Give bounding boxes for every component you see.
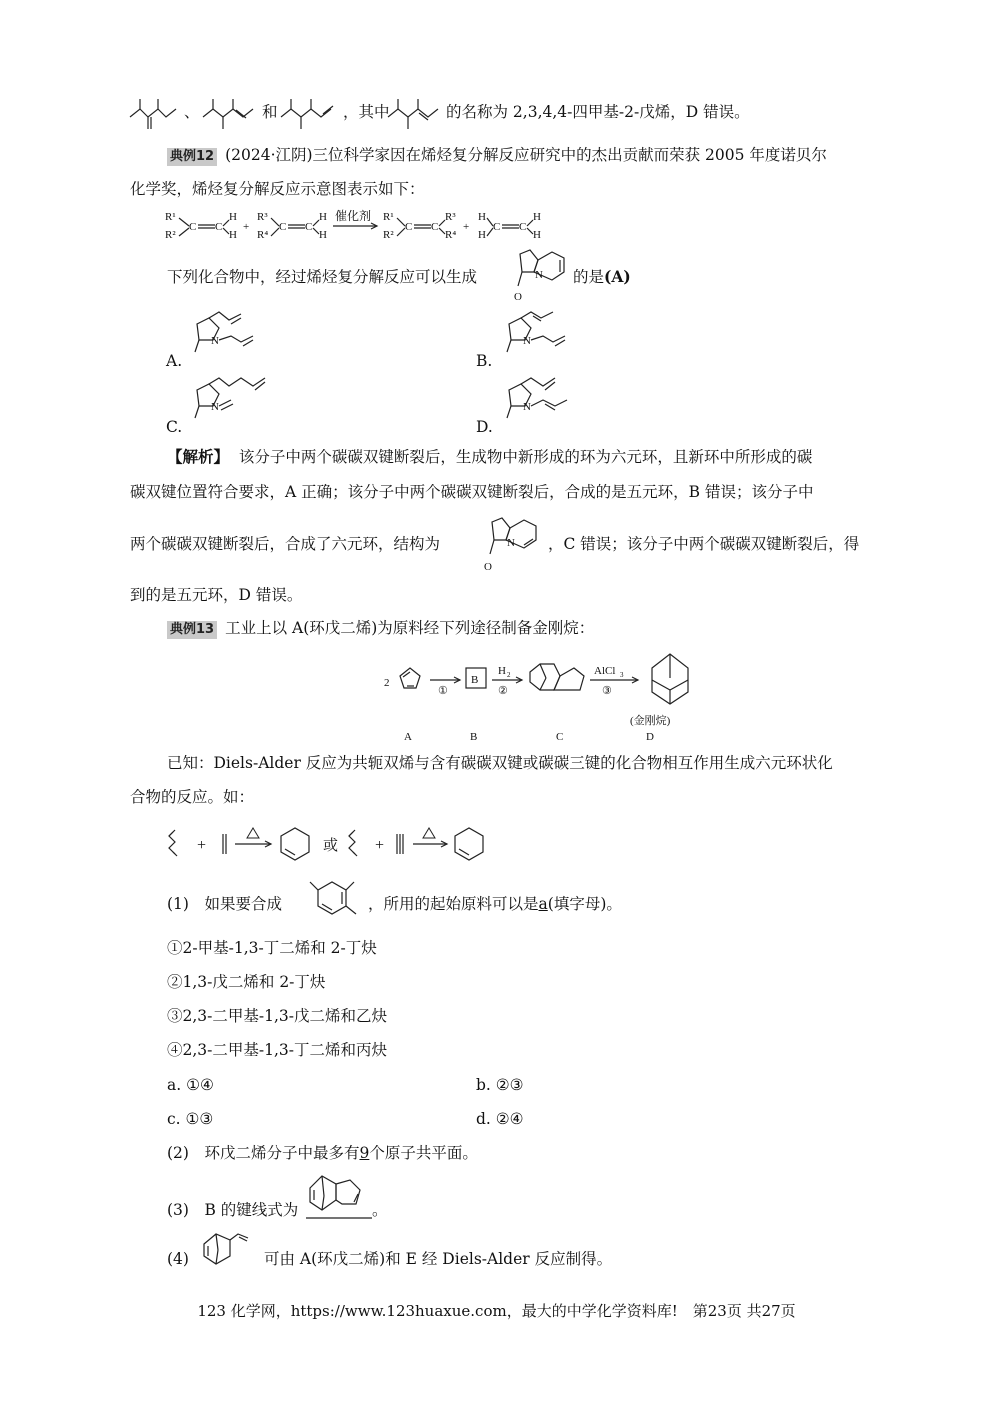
svg-text:N: N <box>535 269 543 281</box>
example-12-line2: 化学奖，烯烃复分解反应示意图表示如下： <box>130 180 425 198</box>
svg-text:N: N <box>507 537 515 549</box>
svg-text:N: N <box>523 335 531 347</box>
svg-text:D: D <box>646 731 654 743</box>
structure-vinylnorbornene <box>200 1230 264 1270</box>
svg-text:B: B <box>470 731 478 743</box>
target-trimethylcyclohexadiene <box>298 876 368 924</box>
svg-text:H: H <box>319 211 327 223</box>
svg-text:C: C <box>305 221 313 233</box>
question-2: (2) 环戊二烯分子中最多有9个原子共平面。 <box>167 1144 478 1162</box>
structure-b-dicyclopentadiene <box>306 1170 378 1220</box>
svg-text:H: H <box>229 229 237 241</box>
option-c[interactable]: C. <box>166 418 183 436</box>
svg-text:C: C <box>556 731 564 743</box>
svg-text:N: N <box>211 401 219 413</box>
svg-text:2: 2 <box>384 677 390 689</box>
answer-2: 9 <box>359 1144 370 1162</box>
svg-text:H: H <box>319 229 327 241</box>
separator: 、 <box>184 103 200 121</box>
example-13-tag: 典例13 <box>167 621 217 639</box>
answer-1: a <box>538 895 548 913</box>
svg-text:R⁴: R⁴ <box>445 229 457 241</box>
analysis-line3b: ，C 错误；该分子中两个碳碳双键断裂后，得 <box>548 535 860 553</box>
adamantane-route <box>380 648 700 748</box>
svg-text:③: ③ <box>602 685 612 697</box>
svg-text:H: H <box>533 229 541 241</box>
question-12-post: 的是(A) <box>573 267 631 286</box>
svg-text:C: C <box>519 221 527 233</box>
diels-alder-example <box>165 822 505 868</box>
svg-text:O: O <box>514 291 522 303</box>
question-4-pre: (4) <box>167 1250 189 1268</box>
svg-text:H: H <box>533 211 541 223</box>
analysis-label: 【解析】 <box>167 447 230 466</box>
option-c-structure <box>185 374 285 434</box>
svg-text:C: C <box>279 221 287 233</box>
svg-text:R¹: R¹ <box>165 211 176 223</box>
option-b-structure <box>497 308 587 368</box>
svg-text:+: + <box>197 837 207 854</box>
svg-text:R²: R² <box>383 229 394 241</box>
svg-text:R³: R³ <box>257 211 268 223</box>
example-12-line1: 典例12 (2024·江阴)三位科学家因在烯烃复分解反应研究中的杰出贡献而荣获 2005 年度诺贝尔 <box>167 144 827 166</box>
svg-text:H: H <box>498 665 506 677</box>
svg-text:N: N <box>211 335 219 347</box>
choice-c[interactable]: c. ①③ <box>167 1110 214 1128</box>
option-a-structure <box>185 308 275 368</box>
question-3-pre: (3) B 的键线式为 <box>167 1201 299 1219</box>
option-d-structure <box>497 374 587 434</box>
page-footer: 123 化学网，https://www.123huaxue.com，最大的中学化学资料库! 第23页 共27页 <box>197 1302 796 1320</box>
text-qizhong: ，其中 <box>343 103 390 121</box>
svg-text:+: + <box>463 221 470 233</box>
svg-text:C: C <box>189 221 197 233</box>
item-1: ①2-甲基-1,3-丁二烯和 2-丁炔 <box>167 939 377 957</box>
choice-d[interactable]: d. ②④ <box>476 1110 524 1128</box>
analysis-line3a: 两个碳碳双键断裂后，合成了六元环，结构为 <box>130 535 441 553</box>
skeletal-structure-3 <box>281 95 341 131</box>
option-a[interactable]: A. <box>166 352 183 370</box>
catalyst-label: 催化剂 <box>335 209 372 223</box>
svg-text:①: ① <box>438 685 448 697</box>
svg-text:R²: R² <box>165 229 176 241</box>
example-12-tag: 典例12 <box>167 148 217 166</box>
svg-text:+: + <box>375 837 385 854</box>
option-b[interactable]: B. <box>476 352 493 370</box>
metathesis-scheme <box>165 208 555 244</box>
item-2: ②1,3-戊二烯和 2-丁炔 <box>167 973 326 991</box>
question-1-pre: (1) 如果要合成 <box>167 895 282 913</box>
svg-text:R⁴: R⁴ <box>257 229 269 241</box>
item-4: ④2,3-二甲基-1,3-丁二烯和丙炔 <box>167 1041 388 1059</box>
item-3: ③2,3-二甲基-1,3-戊二烯和乙炔 <box>167 1007 388 1025</box>
choice-a[interactable]: a. ①④ <box>167 1076 214 1094</box>
svg-text:A: A <box>404 731 412 743</box>
option-d[interactable]: D. <box>476 418 493 436</box>
svg-text:C: C <box>405 221 413 233</box>
known-line1: 已知：Diels-Alder 反应为共轭双烯与含有碳碳双键或碳碳三键的化合物相互作用生成六元环状化 <box>167 754 833 772</box>
svg-text:R³: R³ <box>445 211 456 223</box>
analysis-line4: 到的是五元环，D 错误。 <box>130 586 303 604</box>
example-13-line1: 典例13 工业上以 A(环戊二烯)为原料经下列途径制备金刚烷： <box>167 617 594 639</box>
svg-text:H: H <box>229 211 237 223</box>
skeletal-structure-4 <box>388 95 444 131</box>
question-3-post: 。 <box>372 1201 388 1219</box>
svg-text:N: N <box>523 401 531 413</box>
analysis-line2: 碳双键位置符合要求，A 正确；该分子中两个碳碳双键断裂后，合成的是五元环，B 错误；该分子中 <box>130 483 814 501</box>
svg-text:+: + <box>243 221 250 233</box>
choice-b[interactable]: b. ②③ <box>476 1076 524 1094</box>
analysis-line1: 【解析】 该分子中两个碳碳双键断裂后，生成物中新形成的环为六元环，且新环中所形成的碳 <box>167 447 813 466</box>
svg-text:②: ② <box>498 685 508 697</box>
svg-text:O: O <box>484 561 492 573</box>
and-text: 和 <box>262 103 278 121</box>
skeletal-structure-1 <box>130 95 180 131</box>
svg-text:2: 2 <box>507 671 511 679</box>
question-1-post: ，所用的起始原料可以是a(填字母)。 <box>368 895 622 913</box>
svg-text:H: H <box>478 211 486 223</box>
question-4-post: 可由 A(环戊二烯)和 E 经 Diels-Alder 反应制得。 <box>264 1250 613 1268</box>
skeletal-structure-2 <box>203 95 257 131</box>
svg-text:3: 3 <box>620 671 624 679</box>
question-12-pre: 下列化合物中，经过烯烃复分解反应可以生成 <box>167 268 478 286</box>
known-line2: 合物的反应。如： <box>130 788 255 806</box>
svg-text:C: C <box>493 221 501 233</box>
svg-text:或: 或 <box>323 838 339 854</box>
answer-12: (A) <box>604 267 631 286</box>
svg-text:C: C <box>215 221 223 233</box>
svg-text:H: H <box>478 229 486 241</box>
svg-text:B: B <box>471 674 479 686</box>
svg-text:(金刚烷): (金刚烷) <box>630 715 671 727</box>
name-statement: 的名称为 2,3,4,4-四甲基-2-戊烯，D 错误。 <box>446 103 750 121</box>
svg-text:C: C <box>431 221 439 233</box>
svg-text:AlCl: AlCl <box>594 665 616 677</box>
svg-text:R¹: R¹ <box>383 211 394 223</box>
